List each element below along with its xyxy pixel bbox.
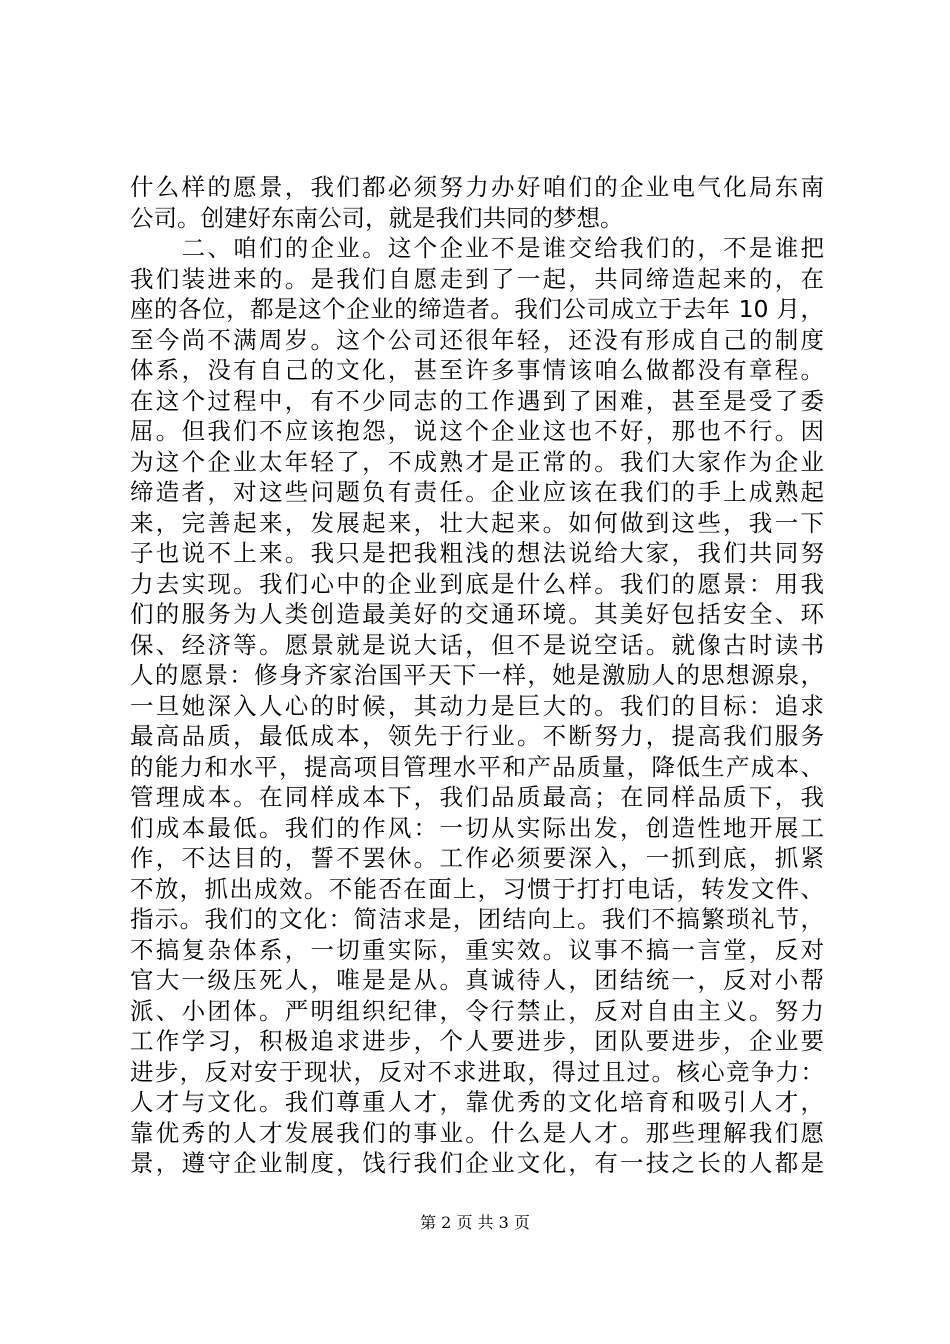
text-line: 公司。创建好东南公司，就是我们共同的梦想。 (130, 203, 624, 232)
text-line: 座的各位，都是这个企业的缔造者。我们公司成立于去年 10 月， (130, 295, 824, 323)
text-line: 屈。但我们不应该抱怨，说这个企业这也不好，那也不行。因 (130, 417, 824, 445)
text-line: 的能力和水平，提高项目管理水平和产品质量，降低生产成本、 (130, 752, 824, 781)
text-line: 管理成本。在同样成本下，我们品质最高；在同样品质下，我 (130, 783, 824, 811)
text-line: 来，完善起来，发展起来，壮大起来。如何做到这些，我一下 (130, 508, 824, 537)
text-line: 指示。我们的文化：简洁求是，团结向上。我们不搞繁琐礼节， (130, 905, 824, 933)
text-line: 靠优秀的人才发展我们的事业。什么是人才。那些理解我们愿 (130, 1118, 824, 1147)
text-line: 官大一级压死人，唯是是从。真诚待人，团结统一，反对小帮 (130, 966, 824, 994)
text-line: 工作学习，积极追求进步，个人要进步，团队要进步，企业要 (130, 1027, 824, 1055)
text-line: 为这个企业太年轻了，不成熟才是正常的。我们大家作为企业 (130, 447, 824, 476)
text-line: 力去实现。我们心中的企业到底是什么样。我们的愿景：用我 (130, 569, 824, 598)
text-line: 一旦她深入人心的时候，其动力是巨大的。我们的目标：追求 (130, 691, 824, 720)
text-line: 什么样的愿景，我们都必须努力办好咱们的企业电气化局东南 (130, 173, 824, 201)
text-line: 作，不达目的，誓不罢休。工作必须要深入，一抓到底，抓紧 (130, 844, 824, 872)
text-line: 保、经济等。愿景就是说大话，但不是说空话。就像古时读书 (130, 630, 824, 659)
text-line: 人的愿景：修身齐家治国平天下一样，她是激励人的思想源泉， (130, 661, 824, 689)
text-line: 景，遵守企业制度，饯行我们企业文化，有一技之长的人都是 (130, 1149, 824, 1177)
text-line: 们成本最低。我们的作风：一切从实际出发，创造性地开展工 (130, 813, 824, 842)
text-line: 至今尚不满周岁。这个公司还很年轻，还没有形成自己的制度 (130, 325, 824, 354)
text-line: 们的服务为人类创造最美好的交通环境。其美好包括安全、环 (130, 600, 824, 628)
text-line: 不搞复杂体系，一切重实际，重实效。议事不搞一言堂，反对 (130, 935, 824, 964)
page-footer: 第 2 页 共 3 页 (420, 1213, 530, 1232)
text-line: 二、咱们的企业。这个企业不是谁交给我们的，不是谁把 (130, 234, 824, 262)
text-line: 我们装进来的。是我们自愿走到了一起，共同缔造起来的，在 (130, 264, 824, 293)
text-line: 不放，抓出成效。不能否在面上，习惯于打打电话，转发文件、 (130, 874, 824, 903)
body-text (130, 172, 824, 1179)
text-line: 子也说不上来。我只是把我粗浅的想法说给大家，我们共同努 (130, 539, 824, 567)
text-line: 派、小团体。严明组织纪律，令行禁止，反对自由主义。努力 (130, 996, 824, 1025)
text-line: 进步，反对安于现状，反对不求进取，得过且过。核心竞争力： (130, 1057, 824, 1086)
text-line: 在这个过程中，有不少同志的工作遇到了困难，甚至是受了委 (130, 386, 824, 415)
text-line: 人才与文化。我们尊重人才，靠优秀的文化培育和吸引人才， (130, 1088, 824, 1116)
text-line: 最高品质，最低成本，领先于行业。不断努力，提高我们服务 (130, 722, 824, 750)
text-line: 体系，没有自己的文化，甚至许多事情该咱么做都没有章程。 (130, 356, 824, 384)
text-line: 缔造者，对这些问题负有责任。企业应该在我们的手上成熟起 (130, 478, 824, 506)
